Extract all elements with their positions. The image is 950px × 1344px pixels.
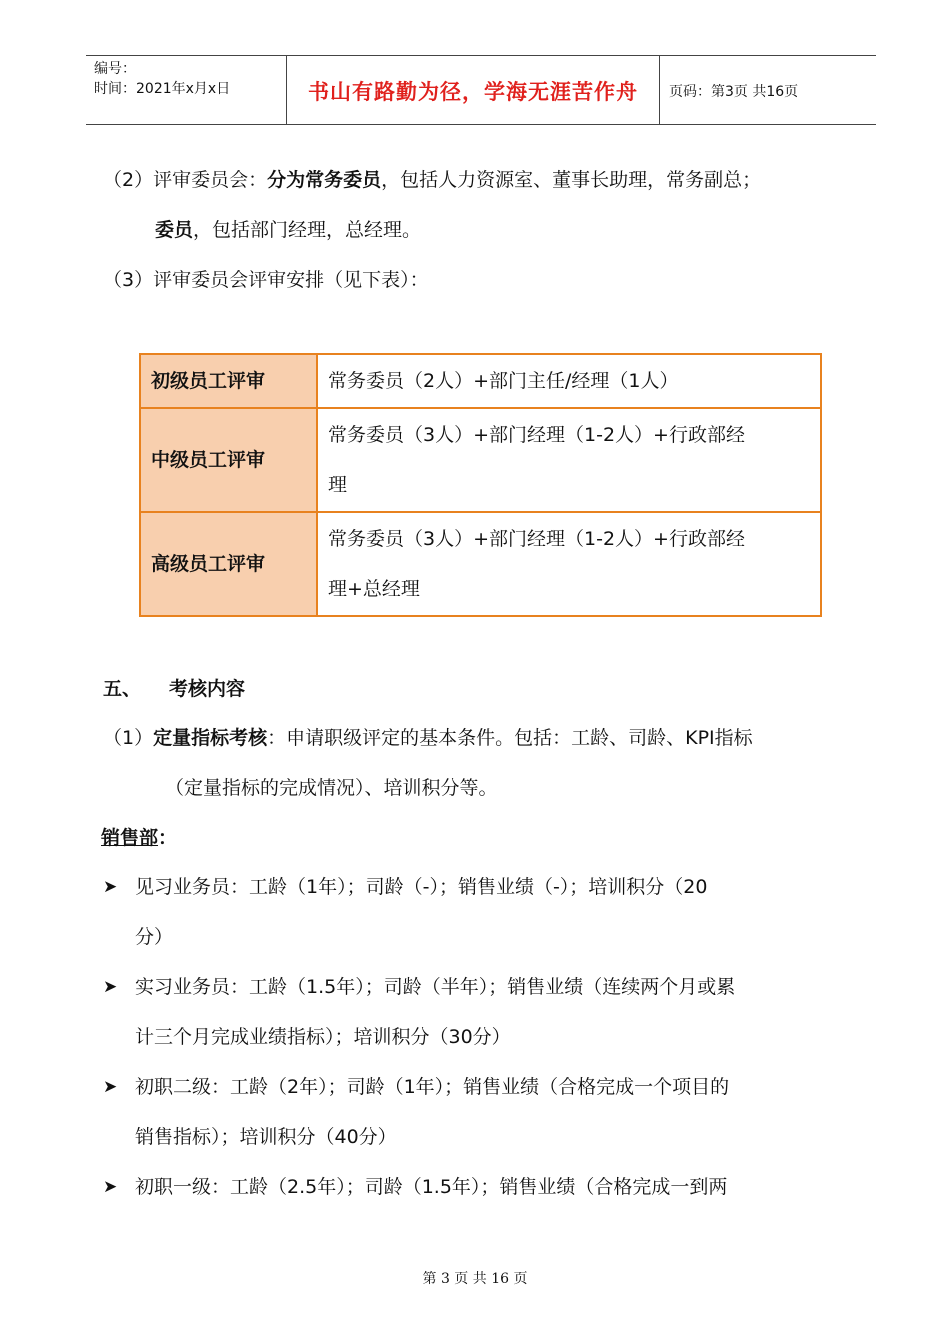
document-time-label: 时间：2021年x月x日 xyxy=(94,81,231,97)
section-number: 五、 xyxy=(103,678,142,700)
review-category: 初级员工评审 xyxy=(140,354,317,408)
list-item: 初职一级：工龄（2.5年）；司龄（1.5年）；销售业绩（合格完成一到两 xyxy=(135,1176,728,1198)
emphasis-text: 分为常务委员 xyxy=(267,169,382,191)
table-row xyxy=(140,354,821,408)
emphasis-text: 定量指标考核 xyxy=(153,727,268,749)
paragraph-text: ，包括人力资源室、董事长助理，常务副总； xyxy=(381,169,762,191)
review-table xyxy=(139,353,822,617)
header-motto: 书山有路勤为径，学海无涯苦作舟 xyxy=(308,80,638,104)
arrow-bullet-icon: ➤ xyxy=(103,877,118,897)
list-item-continued: 分） xyxy=(135,926,174,948)
table-row xyxy=(140,512,821,616)
list-item: 初职二级：工龄（2年）；司龄（1年）；销售业绩（合格完成一个项目的 xyxy=(135,1076,730,1098)
list-item-continued: 计三个月完成业绩指标）；培训积分（30分） xyxy=(135,1026,511,1048)
cell-text: 理+总经理 xyxy=(328,578,420,600)
department-label xyxy=(101,826,177,851)
department-colon: ： xyxy=(158,827,178,849)
list-item: 见习业务员：工龄（1年）；司龄（-）；销售业绩（-）；培训积分（20 xyxy=(135,876,708,898)
item-number: （1） xyxy=(103,727,154,749)
arrow-bullet-icon: ➤ xyxy=(103,977,118,997)
arrow-bullet-icon: ➤ xyxy=(103,1077,118,1097)
review-arrangement-paragraph: （3）评审委员会评审安排（见下表）： xyxy=(103,269,429,291)
cell-text: 常务委员（3人）+部门经理（1-2人）+行政部经 xyxy=(328,528,745,550)
paragraph-text: ：申请职级评定的基本条件。包括：工龄、司龄、KPI指标 xyxy=(267,727,753,749)
list-item-continued: 销售指标）；培训积分（40分） xyxy=(135,1126,397,1148)
quantitative-paragraph xyxy=(103,726,753,751)
table-row xyxy=(140,408,821,512)
committee-paragraph-continued xyxy=(155,218,421,243)
review-category: 高级员工评审 xyxy=(140,512,317,616)
department-name: 销售部 xyxy=(101,827,159,849)
page-footer: 第 3 页 共 16 页 xyxy=(422,1271,528,1287)
review-members xyxy=(317,408,821,512)
quantitative-paragraph-continued: （定量指标的完成情况）、培训积分等。 xyxy=(165,777,498,799)
list-item: 实习业务员：工龄（1.5年）；司龄（半年）；销售业绩（连续两个月或累 xyxy=(135,976,736,998)
review-category: 中级员工评审 xyxy=(140,408,317,512)
review-members xyxy=(317,512,821,616)
item-number: （2）评审委员会： xyxy=(103,169,268,191)
emphasis-text: 委员 xyxy=(155,219,194,241)
review-members xyxy=(317,354,821,408)
paragraph-text: ，包括部门经理，总经理。 xyxy=(193,219,422,241)
header-meta xyxy=(94,59,230,99)
section-heading xyxy=(103,677,245,702)
committee-paragraph xyxy=(103,168,761,193)
page-header xyxy=(86,55,876,125)
cell-text: 理 xyxy=(328,474,348,496)
cell-text: 常务委员（3人）+部门经理（1-2人）+行政部经 xyxy=(328,424,745,446)
header-divider xyxy=(659,56,660,124)
section-title: 考核内容 xyxy=(169,678,246,700)
header-page-number: 页码：第3页 共16页 xyxy=(669,84,799,100)
arrow-bullet-icon: ➤ xyxy=(103,1177,118,1197)
cell-text: 常务委员（2人）+部门主任/经理（1人） xyxy=(328,370,679,392)
document-number-label: 编号： xyxy=(94,61,136,77)
